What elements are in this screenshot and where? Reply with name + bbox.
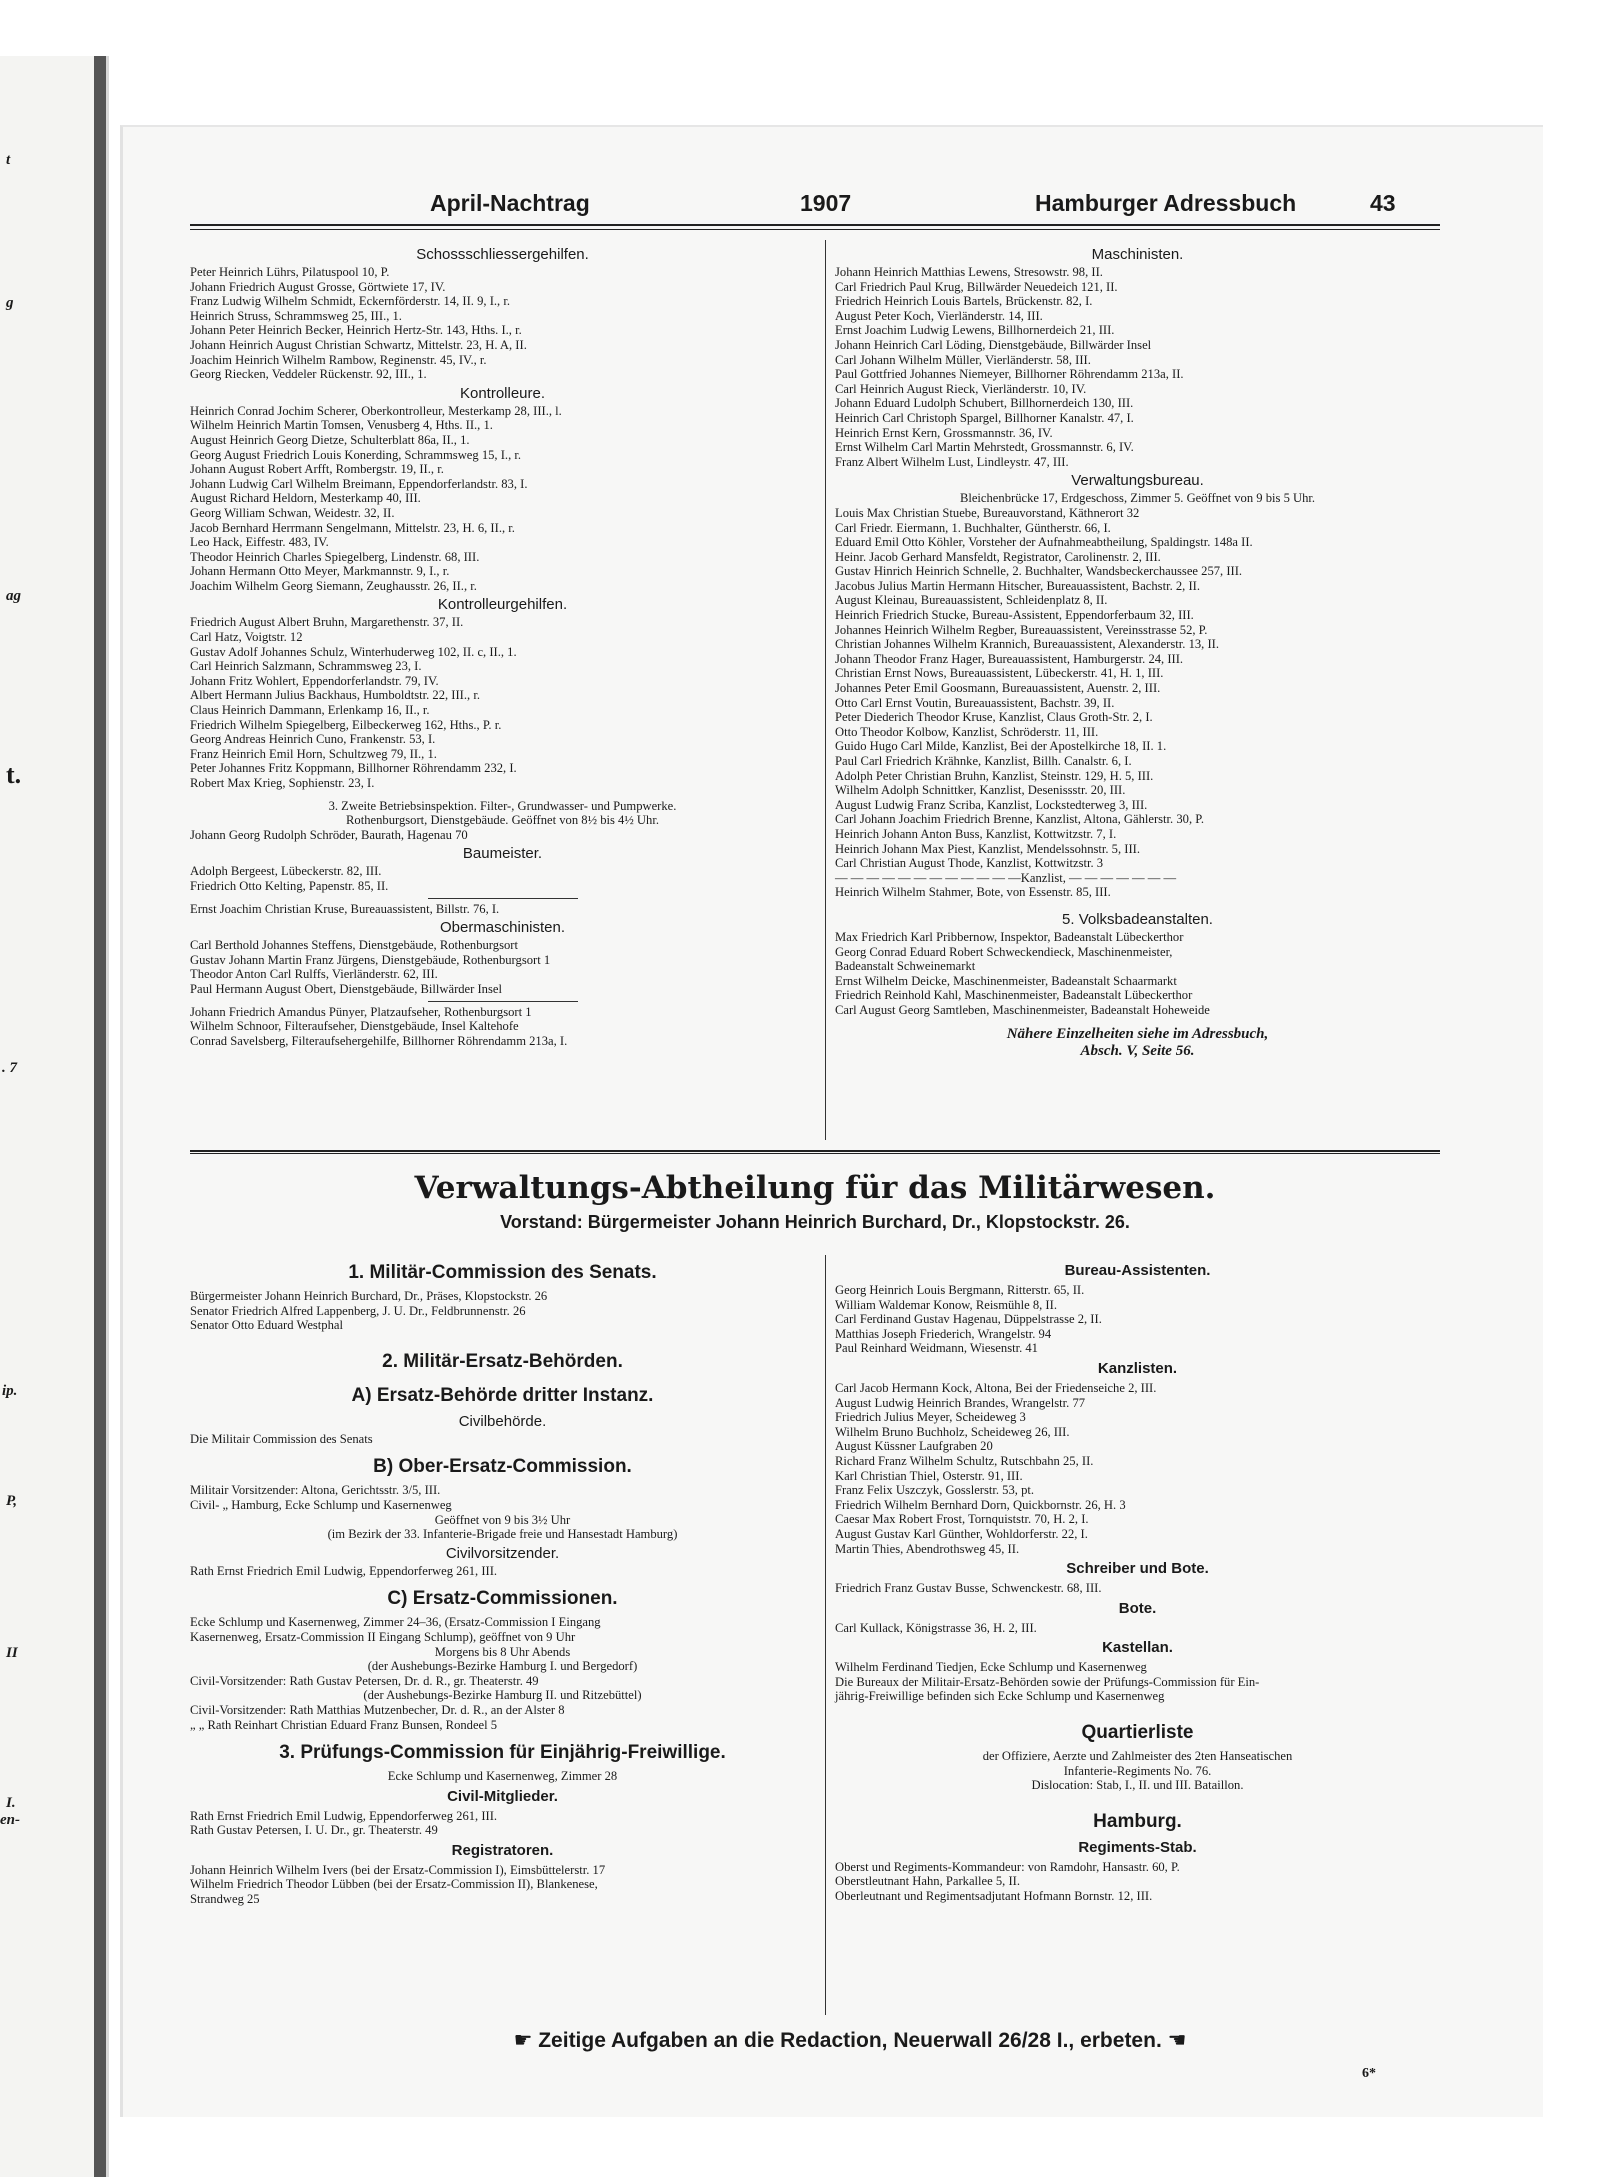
entry-line: Carl Hatz, Voigtstr. 12 xyxy=(190,630,303,645)
header-left: April-Nachtrag xyxy=(430,190,590,216)
left-margin-fragment: ag xyxy=(6,588,21,604)
entry-line: Wilhelm Adolph Schnittker, Kanzlist, Desenissstr. 20, III. xyxy=(835,783,1126,798)
entry-line: Peter Diederich Theodor Kruse, Kanzlist, Claus Groth-Str. 2, I. xyxy=(835,710,1153,725)
header-year: 1907 xyxy=(800,190,852,216)
entry-line: August Peter Koch, Vierländerstr. 14, III. xyxy=(835,308,1043,323)
entry-line: Franz Felix Uszczyk, Gosslerstr. 53, pt. xyxy=(835,1483,1035,1498)
entry-line: August Küssner Laufgraben 20 xyxy=(835,1439,993,1454)
spacer xyxy=(190,791,815,799)
entry-line: „ „ Rath Reinhart Christian Eduard Franz Bunsen, Rondeel 5 xyxy=(190,1717,498,1732)
entry-line: Rath Gustav Petersen, I. U. Dr., gr. Theaterstr. 49 xyxy=(190,1823,438,1838)
entry-line: Civil-Vorsitzender: Rath Gustav Petersen, Dr. d. R., gr. Theaterstr. 49 xyxy=(190,1673,539,1688)
centered-line: (der Aushebungs-Bezirke Hamburg II. und Ritzebüttel) xyxy=(363,1688,642,1703)
entry-line: Oberstleutnant Hahn, Parkallee 5, II. xyxy=(835,1874,1020,1889)
centered-line: der Offiziere, Aerzte und Zahlmeister des 2ten Hanseatischen xyxy=(982,1749,1293,1764)
entry-line: Wilhelm Schnoor, Filteraufseher, Dienstgebäude, Insel Kaltehofe xyxy=(190,1019,519,1034)
entry-line: Johann Friedrich August Grosse, Görtwiete 17, IV. xyxy=(190,279,446,294)
entry-line: Wilhelm Heinrich Martin Tomsen, Venusberg 4, Hths. II., 1. xyxy=(190,418,493,433)
entry-line: Friedrich August Albert Bruhn, Margarethenstr. 37, II. xyxy=(190,615,464,630)
section-heading: Civilvorsitzender. xyxy=(445,1544,560,1562)
entry-line: August Ludwig Heinrich Brandes, Wrangelstr. 77 xyxy=(835,1395,1086,1410)
header-rule xyxy=(190,224,1440,230)
entry-line: Johann Friedrich Amandus Pünyer, Platzaufseher, Rothenburgsort 1 xyxy=(190,1004,532,1019)
section-heading: Kontrolleurgehilfen. xyxy=(437,596,568,614)
entry-line: Heinrich Conrad Jochim Scherer, Oberkontrolleur, Mesterkamp 28, III., l. xyxy=(190,403,562,418)
section-heading: Baumeister. xyxy=(462,845,543,863)
entry-line: Conrad Savelsberg, Filteraufsehergehilfe, Billhorner Röhrendamm 213a, I. xyxy=(190,1033,568,1048)
major-heading: C) Ersatz-Commissionen. xyxy=(387,1588,618,1610)
entry-line: Otto Theodor Kolbow, Kanzlist, Schröderstr. 11, III. xyxy=(835,724,1099,739)
entry-line: Paul Hermann August Obert, Dienstgebäude, Billwärder Insel xyxy=(190,981,502,996)
section-heading: Schossschliessergehilfen. xyxy=(416,246,589,263)
entry-line: Georg August Friedrich Louis Konerding, Schrammsweg 15, I., r. xyxy=(190,447,522,462)
entry-line: Richard Franz Wilhelm Schultz, Rutschbahn 25, II. xyxy=(835,1453,1094,1468)
short-rule xyxy=(428,898,578,899)
centered-line: 3. Zweite Betriebsinspektion. Filter-, Grundwasser- und Pumpwerke. xyxy=(328,798,677,813)
centered-line: Morgens bis 8 Uhr Abends xyxy=(434,1644,571,1659)
entry-line: Bürgermeister Johann Heinrich Burchard, Dr., Präses, Klopstockstr. 26 xyxy=(190,1289,548,1303)
entry-line: Carl Johann Joachim Friedrich Brenne, Kanzlist, Altona, Gählerstr. 30, P. xyxy=(835,812,1204,827)
entry-line: August Richard Heldorn, Mesterkamp 40, III. xyxy=(190,491,421,506)
entry-line: August Heinrich Georg Dietze, Schulterblatt 86a, II., 1. xyxy=(190,432,470,447)
entry-line: Carl Heinrich August Rieck, Vierländerstr. 10, IV. xyxy=(835,381,1087,396)
entry-line: Adolph Bergeest, Lübeckerstr. 82, III. xyxy=(190,864,382,879)
section-heading: Schreiber und Bote. xyxy=(1066,1560,1209,1578)
entry-line: Oberst und Regiments-Kommandeur: von Ramdohr, Hansastr. 60, P. xyxy=(835,1859,1180,1874)
entry-line: Matthias Joseph Friederich, Wrangelstr. 94 xyxy=(835,1326,1052,1341)
entry-line: Friedrich Wilhelm Bernhard Dorn, Quickbornstr. 26, H. 3 xyxy=(835,1497,1126,1512)
column-b-left xyxy=(190,1252,815,1907)
entry-line: Badeanstalt Schweinemarkt xyxy=(835,959,976,974)
entry-line: Johannes Peter Emil Goosmann, Bureauassistent, Auenstr. 2, III. xyxy=(835,681,1161,696)
entry-line: Christian Johannes Wilhelm Krannich, Bureauassistent, Alexanderstr. 13, II. xyxy=(835,637,1219,652)
entry-line: August Ludwig Franz Scriba, Kanzlist, Lockstedterweg 3, III. xyxy=(835,797,1148,812)
entry-line: Militair Vorsitzender: Altona, Gerichtsstr. 3/5, III. xyxy=(190,1483,441,1498)
entry-line: Peter Heinrich Lührs, Pilatuspool 10, P. xyxy=(190,265,390,279)
entry-line: Wilhelm Ferdinand Tiedjen, Ecke Schlump und Kasernenweg xyxy=(835,1660,1147,1675)
entry-line: Johann Georg Rudolph Schröder, Baurath, Hagenau 70 xyxy=(190,827,468,842)
section-heading: Kanzlisten. xyxy=(1097,1359,1178,1377)
entry-line: Rath Ernst Friedrich Emil Ludwig, Eppendorferweg 261, III. xyxy=(190,1563,498,1578)
entry-line: Karl Christian Thiel, Osterstr. 91, III. xyxy=(835,1468,1023,1483)
centered-line: (der Aushebungs-Bezirke Hamburg I. und Bergedorf) xyxy=(367,1659,638,1674)
entry-line: Die Militair Commission des Senats xyxy=(190,1431,373,1446)
spacer xyxy=(190,1333,815,1341)
section-heading: Maschinisten. xyxy=(1091,246,1184,263)
entry-line: Heinrich Johann Max Piest, Kanzlist, Mendelssohnstr. 5, III. xyxy=(835,841,1141,856)
entry-line: Senator Friedrich Alfred Lappenberg, J. U. Dr., Feldbrunnenstr. 26 xyxy=(190,1303,526,1318)
entry-line: Die Bureaux der Militair-Ersatz-Behörden sowie der Prüfungs-Commission für Ein- xyxy=(835,1674,1260,1689)
entry-line: Jacob Bernhard Herrmann Sengelmann, Mittelstr. 23, H. 6, II., r. xyxy=(190,520,515,535)
entry-line: Carl Kullack, Königstrasse 36, H. 2, III. xyxy=(835,1620,1037,1635)
entry-line: Georg Conrad Eduard Robert Schweckendieck, Maschinenmeister, xyxy=(835,944,1173,959)
entry-line: Peter Johannes Fritz Koppmann, Billhorner Röhrendamm 232, I. xyxy=(190,761,517,776)
entry-line: Paul Gottfried Johannes Niemeyer, Billhorner Röhrendamm 213a, II. xyxy=(835,367,1184,382)
entry-line: Gustav Hinrich Heinrich Schnelle, 2. Buchhalter, Wandsbeckerchaussee 257, III. xyxy=(835,564,1243,579)
entry-line: Strandweg 25 xyxy=(190,1892,260,1907)
footer-notice: ☛ Zeitige Aufgaben an die Redaction, Neuerwall 26/28 I., erbeten. ☚ xyxy=(513,2029,1187,2052)
entry-line: Theodor Heinrich Charles Spiegelberg, Lindenstr. 68, III. xyxy=(190,549,480,564)
entry-line: Johann Heinrich Carl Löding, Dienstgebäude, Billwärder Insel xyxy=(835,337,1152,352)
section-rule xyxy=(190,1150,1440,1154)
section-heading: Obermaschinisten. xyxy=(439,919,566,937)
entry-line: Friedrich Wilhelm Spiegelberg, Eilbeckerweg 162, Hths., P. r. xyxy=(190,717,502,732)
entry-line: Rath Ernst Friedrich Emil Ludwig, Eppendorferweg 261, III. xyxy=(190,1808,498,1823)
entry-line: Gustav Johann Martin Franz Jürgens, Dienstgebäude, Rothenburgsort 1 xyxy=(190,952,551,967)
centered-line: Ecke Schlump und Kasernenweg, Zimmer 28 xyxy=(387,1769,618,1784)
entry-line: Johann Heinrich Wilhelm Ivers (bei der Ersatz-Commission I), Eimsbüttelerstr. 17 xyxy=(190,1862,606,1877)
entry-line: Johann Peter Heinrich Becker, Heinrich Hertz-Str. 143, Hths. I., r. xyxy=(190,323,522,338)
left-margin-fragment: t. xyxy=(6,760,22,789)
left-margin-fragment: P, xyxy=(6,1493,17,1509)
entry-line: Johann August Robert Arfft, Rombergstr. 19, II., r. xyxy=(190,462,444,477)
entry-line: Robert Max Krieg, Sophienstr. 23, I. xyxy=(190,776,375,790)
left-margin-fragment: II xyxy=(6,1645,18,1661)
entry-line: Ernst Joachim Christian Kruse, Bureauassistent, Billstr. 76, I. xyxy=(190,901,500,916)
entry-line: Johann Fritz Wohlert, Eppendorferlandstr. 79, IV. xyxy=(190,673,439,688)
entry-line: Otto Carl Ernst Voutin, Bureauassistent, Bachstr. 39, II. xyxy=(835,695,1115,710)
entry-line: Carl Berthold Johannes Steffens, Dienstgebäude, Rothenburgsort xyxy=(190,938,518,953)
entry-line: Joachim Heinrich Wilhelm Rambow, Reginenstr. 45, IV., r. xyxy=(190,352,487,367)
header-title: Hamburger Adressbuch xyxy=(1035,190,1297,216)
main-subtitle: Vorstand: Bürgermeister Johann Heinrich Burchard, Dr., Klopstockstr. 26. xyxy=(500,1212,1130,1232)
entry-line: Ernst Wilhelm Carl Martin Mehrstedt, Grossmannstr. 6, IV. xyxy=(835,440,1134,455)
entry-line: Johannes Heinrich Wilhelm Regber, Bureauassistent, Vereinsstrasse 52, P. xyxy=(835,622,1208,637)
entry-line: Heinr. Jacob Gerhard Mansfeldt, Registrator, Carolinenstr. 2, III. xyxy=(835,549,1161,564)
entry-line: Franz Ludwig Wilhelm Schmidt, Eckernförderstr. 14, II. 9, I., r. xyxy=(190,294,510,309)
entry-line: Paul Carl Friedrich Krähnke, Kanzlist, Billh. Canalstr. 6, I. xyxy=(835,754,1132,768)
entry-line: Johann Heinrich August Christian Schwartz, Mittelstr. 23, H. A, II. xyxy=(190,337,527,352)
entry-line: Carl Friedrich Paul Krug, Billwärder Neuedeich 121, II. xyxy=(835,279,1118,294)
signature-mark: 6* xyxy=(1362,2066,1376,2081)
section-heading: Kastellan. xyxy=(1102,1639,1173,1657)
entry-line: Wilhelm Bruno Buchholz, Scheideweg 26, III. xyxy=(835,1424,1070,1439)
entry-line: Carl Ferdinand Gustav Hagenau, Düppelstrasse 2, II. xyxy=(835,1312,1102,1327)
spacer xyxy=(835,1704,1440,1712)
entry-line: Heinrich Johann Anton Buss, Kanzlist, Kottwitzstr. 7, I. xyxy=(835,826,1117,841)
column-divider-bottom xyxy=(825,1255,826,2015)
entry-line: Carl Jacob Hermann Kock, Altona, Bei der Friedenseiche 2, III. xyxy=(835,1380,1157,1395)
entry-line: Eduard Emil Otto Köhler, Vorsteher der Aufnahmeabtheilung, Spaldingstr. 148a II. xyxy=(835,535,1253,550)
centered-line: Dislocation: Stab, I., II. und III. Bataillon. xyxy=(1031,1778,1244,1793)
entry-line: Joachim Wilhelm Georg Siemann, Zeughausstr. 26, II., r. xyxy=(190,578,477,593)
centered-line: Rothenburgsort, Dienstgebäude. Geöffnet von 8½ bis 4½ Uhr. xyxy=(346,813,659,828)
entry-line: Carl Friedr. Eiermann, 1. Buchhalter, Güntherstr. 66, I. xyxy=(835,520,1111,535)
spacer xyxy=(835,1793,1440,1801)
entry-line: Civil-Vorsitzender: Rath Matthias Mutzenbecher, Dr. d. R., an der Alster 8 xyxy=(190,1702,565,1717)
reference-note: Nähere Einzelheiten siehe im Adressbuch, xyxy=(1006,1025,1269,1042)
entry-line: Albert Hermann Julius Backhaus, Humboldtstr. 22, III., r. xyxy=(190,688,480,703)
book-gutter xyxy=(94,56,106,2177)
entry-line: Johann Heinrich Matthias Lewens, Stresowstr. 98, II. xyxy=(835,265,1103,279)
left-page-edge xyxy=(0,56,109,2177)
entry-line: Franz Heinrich Emil Horn, Schultzweg 79, II., 1. xyxy=(190,746,437,761)
left-margin-fragment: t xyxy=(6,152,11,168)
major-heading: A) Ersatz-Behörde dritter Instanz. xyxy=(351,1384,654,1406)
section-heading: Civilbehörde. xyxy=(458,1412,547,1430)
entry-line: — — — — — — — — — — — —Kanzlist, — — — — — — — xyxy=(835,870,1177,885)
entry-line: Leo Hack, Eiffestr. 483, IV. xyxy=(190,535,329,550)
entry-line: Friedrich Heinrich Louis Bartels, Brückenstr. 82, I. xyxy=(835,294,1093,309)
entry-line: Martin Thies, Abendrothsweg 45, II. xyxy=(835,1541,1020,1556)
entry-line: Senator Otto Eduard Westphal xyxy=(190,1318,343,1333)
entry-line: Oberleutnant und Regimentsadjutant Hofmann Bornstr. 12, III. xyxy=(835,1889,1153,1904)
column-a-left xyxy=(190,243,815,1048)
page-header xyxy=(190,190,1440,226)
centered-line: Bleichenbrücke 17, Erdgeschoss, Zimmer 5. Geöffnet von 9 bis 5 Uhr. xyxy=(959,491,1316,506)
entry-line: Christian Ernst Nows, Bureauassistent, Lübeckerstr. 41, H. 1, III. xyxy=(835,666,1164,681)
left-margin-fragment: ip. xyxy=(2,1383,18,1399)
left-margin-fragment: . 7 xyxy=(2,1060,17,1076)
entry-line: Louis Max Christian Stuebe, Bureauvorstand, Käthnerort 32 xyxy=(835,505,1140,520)
section-heading: Registratoren. xyxy=(451,1841,554,1859)
entry-line: Johann Theodor Franz Hager, Bureauassistent, Hamburgerstr. 24, III. xyxy=(835,651,1184,666)
entry-line: Kasernenweg, Ersatz-Commission II Eingang Schlump), geöffnet von 9 Uhr xyxy=(190,1629,576,1644)
entry-line: Johann Eduard Ludolph Schubert, Billhornerdeich 130, III. xyxy=(835,396,1134,411)
entry-line: Wilhelm Friedrich Theodor Lübben (bei der Ersatz-Commission II), Blankenese, xyxy=(190,1877,598,1892)
entry-line: Georg William Schwan, Weidestr. 32, II. xyxy=(190,505,395,520)
main-title: Verwaltungs-Abtheilung für das Militärwesen. xyxy=(414,1170,1216,1206)
spacer xyxy=(835,1018,1440,1026)
column-a-right xyxy=(835,243,1440,1060)
centered-line: Infanterie-Regiments No. 76. xyxy=(1063,1763,1212,1778)
entry-line: Civil- „ Hamburg, Ecke Schlump und Kasernenweg xyxy=(190,1497,452,1512)
entry-line: Georg Andreas Heinrich Cuno, Frankenstr. 53, I. xyxy=(190,732,436,747)
column-divider-top xyxy=(825,240,826,1140)
section-heading: Kontrolleure. xyxy=(459,384,546,402)
short-rule xyxy=(428,1001,578,1002)
entry-line: Heinrich Wilhelm Stahmer, Bote, von Essenstr. 85, III. xyxy=(835,885,1111,900)
entry-line: Paul Reinhard Weidmann, Wiesenstr. 41 xyxy=(835,1341,1038,1356)
major-heading: Hamburg. xyxy=(1093,1810,1182,1832)
entry-line: Ecke Schlump und Kasernenweg, Zimmer 24–36, (Ersatz-Commission I Eingang xyxy=(190,1615,601,1630)
entry-line: Johann Hermann Otto Meyer, Markmannstr. 9, I., r. xyxy=(190,564,450,579)
left-margin-fragment: en- xyxy=(0,1812,20,1828)
entry-line: Jacobus Julius Martin Hermann Hitscher, Bureauassistent, Bachstr. 2, II. xyxy=(835,578,1200,593)
entry-line: Georg Heinrich Louis Bergmann, Ritterstr. 65, II. xyxy=(835,1283,1085,1297)
entry-line: Friedrich Franz Gustav Busse, Schwenckestr. 68, III. xyxy=(835,1581,1102,1596)
page-number: 43 xyxy=(1370,190,1396,216)
entry-line: Heinrich Struss, Schrammsweg 25, III., 1. xyxy=(190,308,402,323)
major-heading: B) Ober-Ersatz-Commission. xyxy=(373,1456,632,1478)
entry-line: Friedrich Reinhold Kahl, Maschinenmeister, Badeanstalt Lübeckerthor xyxy=(835,988,1193,1003)
section-heading: Verwaltungsbureau. xyxy=(1071,472,1204,490)
left-margin-fragment: I. xyxy=(6,1795,16,1811)
entry-line: Franz Albert Wilhelm Lust, Lindleystr. 47, III. xyxy=(835,454,1069,469)
entry-line: Friedrich Otto Kelting, Papenstr. 85, II. xyxy=(190,878,389,893)
entry-line: Friedrich Julius Meyer, Scheideweg 3 xyxy=(835,1410,1026,1425)
left-margin-fragment: g xyxy=(6,295,14,311)
entry-line: Carl Johann Wilhelm Müller, Vierländerstr. 58, III. xyxy=(835,352,1091,367)
entry-line: jährig-Freiwillige befinden sich Ecke Schlump und Kasernenweg xyxy=(835,1689,1165,1704)
entry-line: Caesar Max Robert Frost, Tornquiststr. 70, H. 2, I. xyxy=(835,1512,1089,1527)
column-b-right xyxy=(835,1258,1440,1904)
entry-line: Gustav Adolf Johannes Schulz, Winterhuderweg 102, II. c, II., 1. xyxy=(190,644,517,659)
entry-line: Carl August Georg Samtleben, Maschinenmeister, Badeanstalt Hoheweide xyxy=(835,1002,1210,1017)
entry-line: Carl Heinrich Salzmann, Schrammsweg 23, I. xyxy=(190,659,422,674)
section-heading: Bote. xyxy=(1118,1599,1157,1617)
spacer xyxy=(835,900,1440,908)
entry-line: Ernst Joachim Ludwig Lewens, Billhornerdeich 21, III. xyxy=(835,323,1115,338)
major-heading: Quartierliste xyxy=(1081,1722,1194,1744)
entry-line: August Kleinau, Bureauassistent, Schleidenplatz 8, II. xyxy=(835,593,1108,608)
entry-line: William Waldemar Konow, Reismühle 8, II. xyxy=(835,1297,1057,1312)
section-heading: Civil-Mitglieder. xyxy=(447,1787,558,1805)
centered-line: (im Bezirk der 33. Infanterie-Brigade freie und Hansestadt Hamburg) xyxy=(327,1527,678,1542)
entry-line: Claus Heinrich Dammann, Erlenkamp 16, II., r. xyxy=(190,703,430,718)
reference-note: Absch. V, Seite 56. xyxy=(1080,1042,1195,1059)
major-heading: 3. Prüfungs-Commission für Einjährig-Freiwillige. xyxy=(279,1742,726,1764)
section-heading: Bureau-Assistenten. xyxy=(1064,1262,1211,1279)
major-heading: 2. Militär-Ersatz-Behörden. xyxy=(382,1350,623,1372)
entry-line: Heinrich Ernst Kern, Grossmannstr. 36, IV. xyxy=(835,425,1053,440)
entry-line: Carl Christian August Thode, Kanzlist, Kottwitzstr. 3 xyxy=(835,856,1104,871)
entry-line: Guido Hugo Carl Milde, Kanzlist, Bei der Apostelkirche 18, II. 1. xyxy=(835,739,1167,754)
section-heading: Regiments-Stab. xyxy=(1078,1838,1197,1856)
centered-line: Geöffnet von 9 bis 3½ Uhr xyxy=(434,1512,571,1527)
entry-line: Georg Riecken, Veddeler Rückenstr. 92, III., 1. xyxy=(190,367,427,382)
section-heading: 5. Volksbadeanstalten. xyxy=(1062,910,1213,928)
entry-line: Johann Ludwig Carl Wilhelm Breimann, Eppendorferlandstr. 83, I. xyxy=(190,476,528,491)
entry-line: Adolph Peter Christian Bruhn, Kanzlist, Steinstr. 129, H. 5, III. xyxy=(835,768,1154,783)
major-heading: 1. Militär-Commission des Senats. xyxy=(348,1262,657,1283)
entry-line: Heinrich Friedrich Stucke, Bureau-Assistent, Eppendorferbaum 32, III. xyxy=(835,608,1194,623)
entry-line: August Gustav Karl Günther, Wohldorferstr. 22, I. xyxy=(835,1526,1088,1541)
entry-line: Max Friedrich Karl Pribbernow, Inspektor, Badeanstalt Lübeckerthor xyxy=(835,929,1184,944)
entry-line: Heinrich Carl Christoph Spargel, Billhorner Kanalstr. 47, I. xyxy=(835,410,1134,425)
entry-line: Theodor Anton Carl Rulffs, Vierländerstr. 62, III. xyxy=(190,967,438,982)
entry-line: Ernst Wilhelm Deicke, Maschinenmeister, Badeanstalt Schaarmarkt xyxy=(835,973,1177,988)
